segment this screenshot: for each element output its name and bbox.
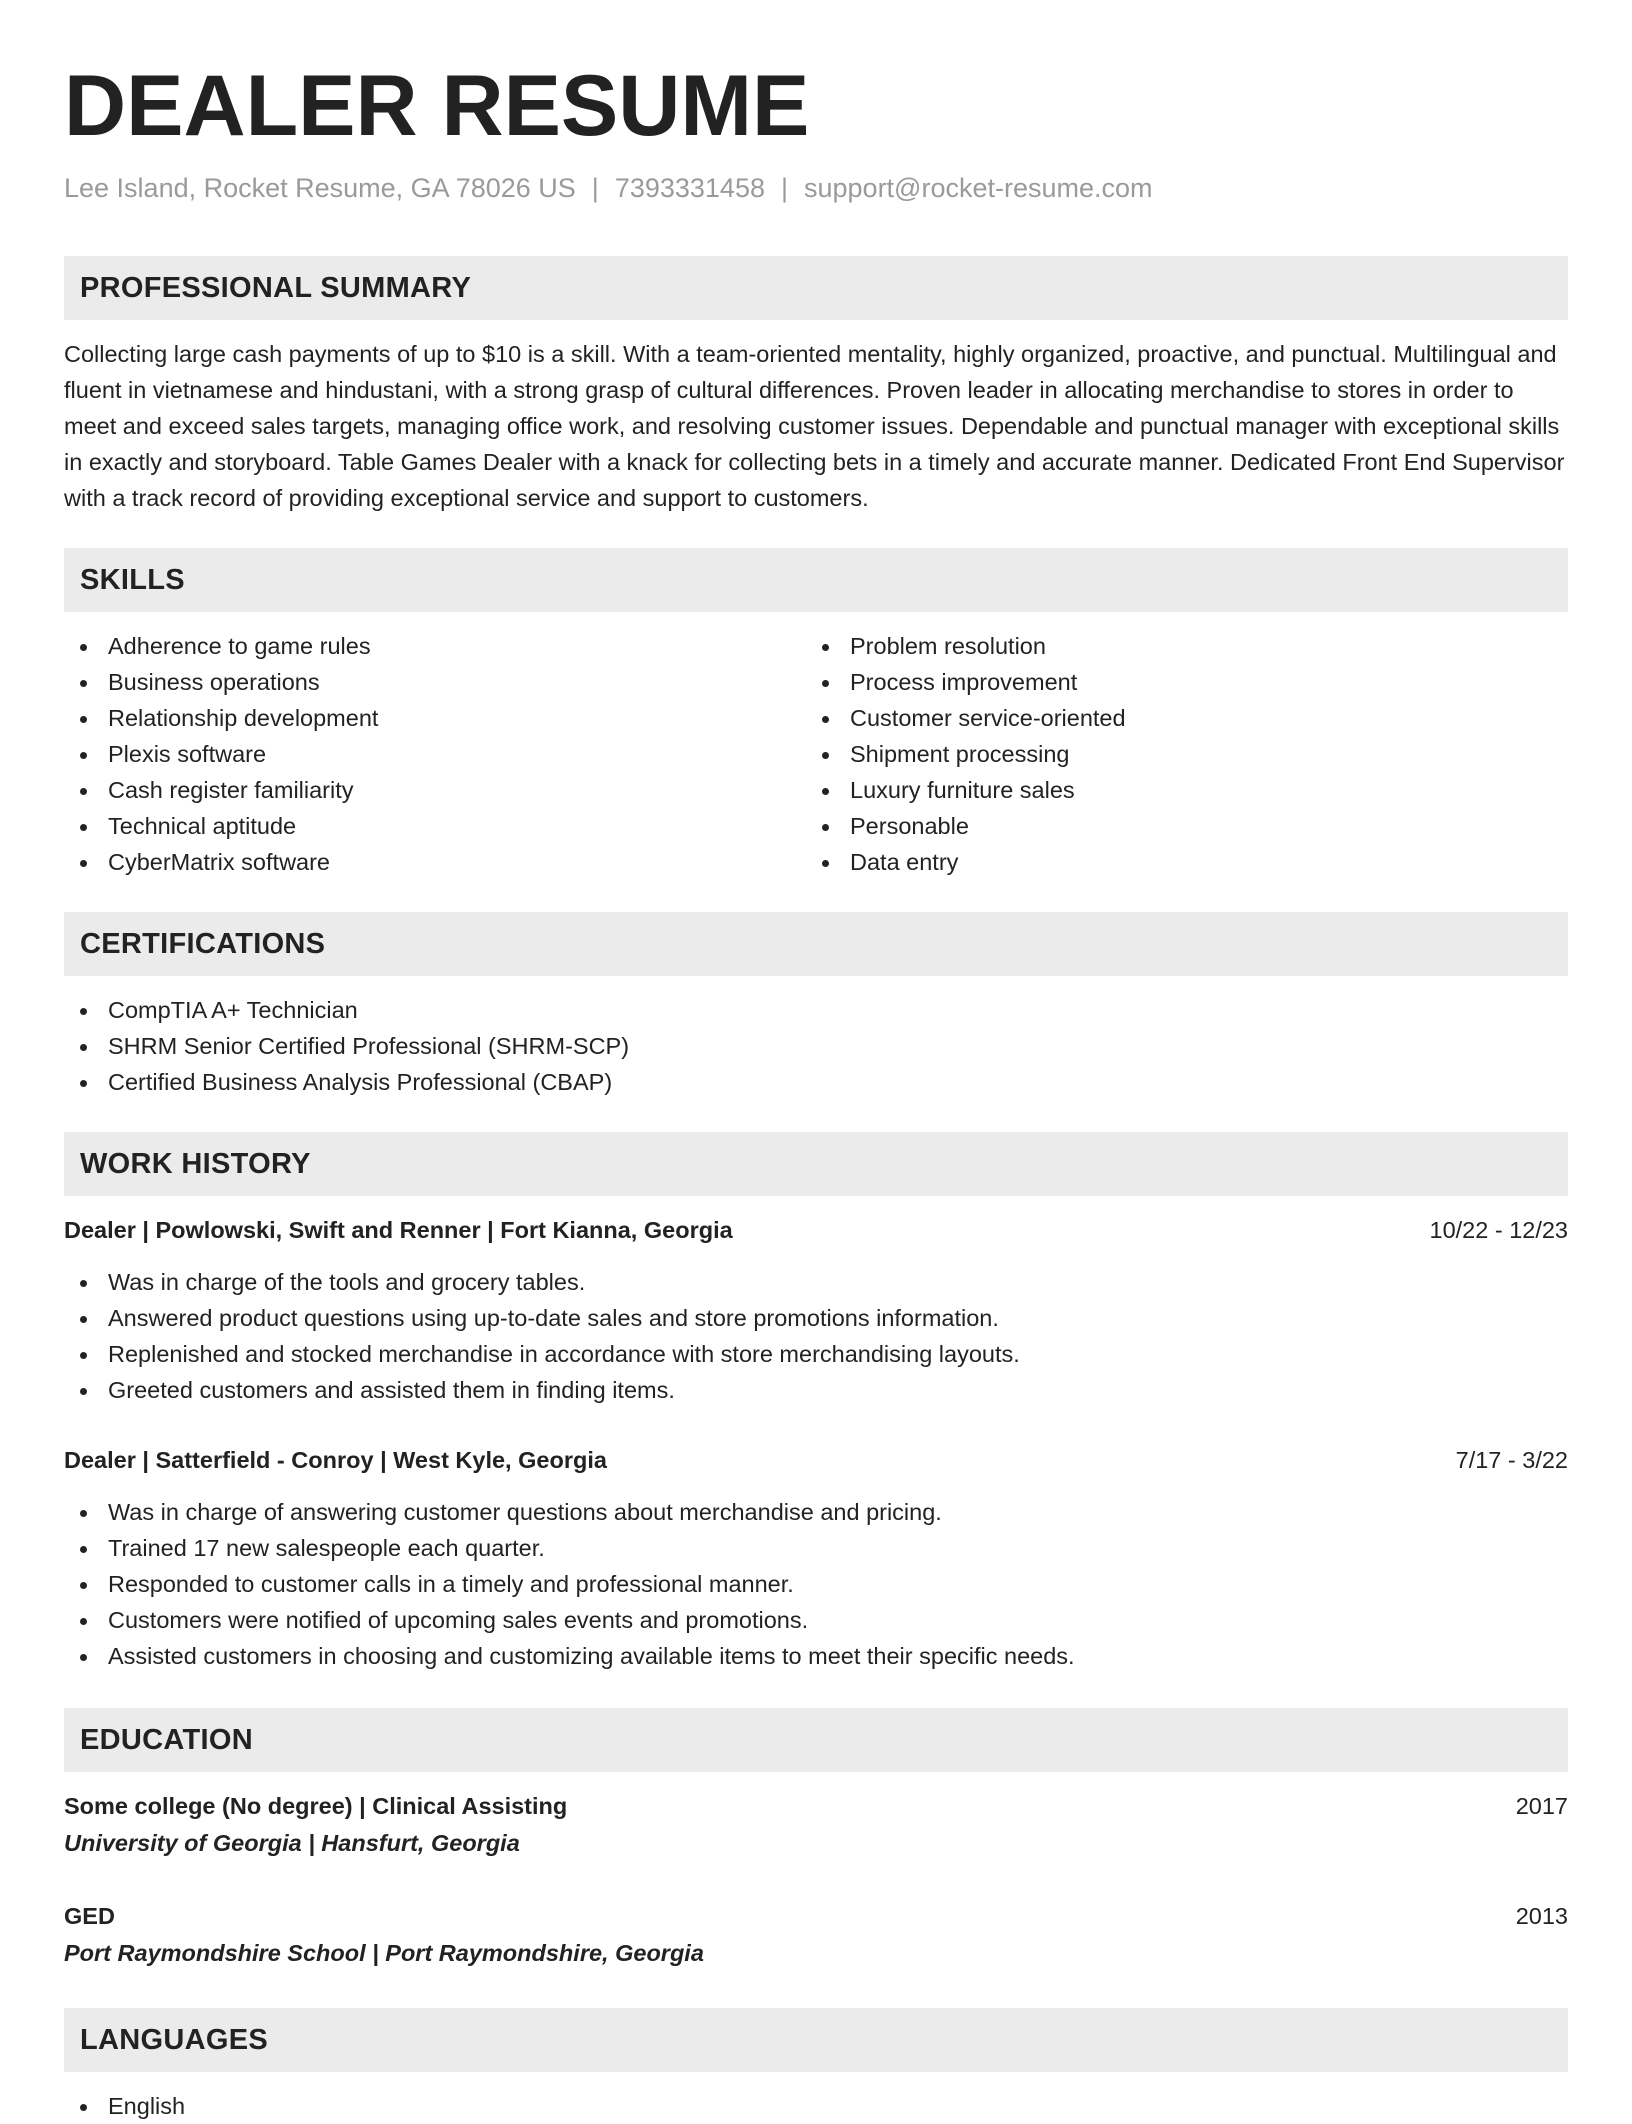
job-bullet: Answered product questions using up-to-date sales and store promotions information. <box>64 1300 1568 1336</box>
resume-page <box>64 0 1568 2124</box>
certification-item: Certified Business Analysis Professional (CBAP) <box>64 1064 1568 1100</box>
job-entry <box>64 1212 1568 1408</box>
job-bullets <box>64 1494 1568 1674</box>
skills-column-right <box>806 628 1548 880</box>
job-bullet: Was in charge of answering customer questions about merchandise and pricing. <box>64 1494 1568 1530</box>
certification-item: CompTIA A+ Technician <box>64 992 1568 1028</box>
skill-item: Shipment processing <box>806 736 1548 772</box>
skill-item: Relationship development <box>64 700 806 736</box>
summary-text: Collecting large cash payments of up to $10 is a skill. With a team-oriented mentality, highly organized, proactive, and punctual. Multilingual and fluent in vietnamese and hindustani, with a strong grasp of cultural differences. Proven leader in allocating merchandise to stores in order to meet and exceed sales targets, managing office work, and resolving customer issues. Dependable and punctual manager with exceptional skills in exactly and storyboard. Table Games Dealer with a knack for collecting bets in a timely and accurate manner. Dedicated Front End Supervisor with a track record of providing exceptional service and support to customers. <box>64 341 1565 511</box>
skills-list-right <box>806 628 1548 880</box>
education-year: 2013 <box>1515 1903 1568 1929</box>
section-header-skills: SKILLS <box>64 548 1568 612</box>
skill-item: Cash register familiarity <box>64 772 806 808</box>
job-bullet: Responded to customer calls in a timely and professional manner. <box>64 1566 1568 1602</box>
resume-title: DEALER RESUME <box>64 58 810 154</box>
job-heading-row <box>64 1442 1568 1478</box>
contact-email[interactable]: support@rocket-resume.com <box>804 173 1153 203</box>
skill-item: Process improvement <box>806 664 1548 700</box>
section-header-certifications: CERTIFICATIONS <box>64 912 1568 976</box>
job-title: Dealer | Powlowski, Swift and Renner | Fort Kianna, Georgia <box>64 1217 733 1243</box>
skill-item: Personable <box>806 808 1548 844</box>
contact-address: Lee Island, Rocket Resume, GA 78026 US <box>64 173 576 203</box>
certification-item: SHRM Senior Certified Professional (SHRM-SCP) <box>64 1028 1568 1064</box>
job-dates: 10/22 - 12/23 <box>1429 1217 1568 1243</box>
skill-item: Adherence to game rules <box>64 628 806 664</box>
certifications-list <box>64 992 1568 1100</box>
education-heading-row <box>64 1898 1568 1934</box>
job-bullet: Trained 17 new salespeople each quarter. <box>64 1530 1568 1566</box>
languages-list <box>64 2088 1568 2124</box>
job-bullet: Was in charge of the tools and grocery tables. <box>64 1264 1568 1300</box>
section-header-education: EDUCATION <box>64 1708 1568 1772</box>
job-heading-row <box>64 1212 1568 1248</box>
skill-item: CyberMatrix software <box>64 844 806 880</box>
skill-item: Business operations <box>64 664 806 700</box>
skills-column-left <box>64 628 806 880</box>
job-bullet: Replenished and stocked merchandise in accordance with store merchandising layouts. <box>64 1336 1568 1372</box>
language-item: English <box>64 2088 1568 2124</box>
contact-separator: | <box>591 173 599 203</box>
job-bullet: Assisted customers in choosing and customizing available items to meet their specific needs. <box>64 1638 1568 1674</box>
skills-list-left <box>64 628 806 880</box>
section-header-work-history: WORK HISTORY <box>64 1132 1568 1196</box>
skill-item: Problem resolution <box>806 628 1548 664</box>
job-title: Dealer | Satterfield - Conroy | West Kyle, Georgia <box>64 1447 607 1473</box>
skill-item: Technical aptitude <box>64 808 806 844</box>
job-bullet: Customers were notified of upcoming sales events and promotions. <box>64 1602 1568 1638</box>
education-heading-row <box>64 1788 1568 1824</box>
job-dates: 7/17 - 3/22 <box>1455 1447 1568 1473</box>
job-entry <box>64 1442 1568 1674</box>
skill-item: Plexis software <box>64 736 806 772</box>
job-bullets <box>64 1264 1568 1408</box>
education-entry <box>64 1788 1568 1862</box>
contact-line <box>64 170 1568 206</box>
education-degree: GED <box>64 1903 115 1929</box>
education-year: 2017 <box>1515 1793 1568 1819</box>
education-entry <box>64 1898 1568 1972</box>
skill-item: Customer service-oriented <box>806 700 1548 736</box>
education-degree: Some college (No degree) | Clinical Assisting <box>64 1793 568 1819</box>
contact-phone: 7393331458 <box>614 173 765 203</box>
skill-item: Luxury furniture sales <box>806 772 1548 808</box>
education-school: University of Georgia | Hansfurt, Georgia <box>64 1830 520 1856</box>
section-header-languages: LANGUAGES <box>64 2008 1568 2072</box>
skills-columns <box>64 628 1568 880</box>
job-bullet: Greeted customers and assisted them in finding items. <box>64 1372 1568 1408</box>
education-school: Port Raymondshire School | Port Raymondshire, Georgia <box>64 1940 704 1966</box>
section-header-summary: PROFESSIONAL SUMMARY <box>64 256 1568 320</box>
contact-separator: | <box>780 173 788 203</box>
skill-item: Data entry <box>806 844 1548 880</box>
